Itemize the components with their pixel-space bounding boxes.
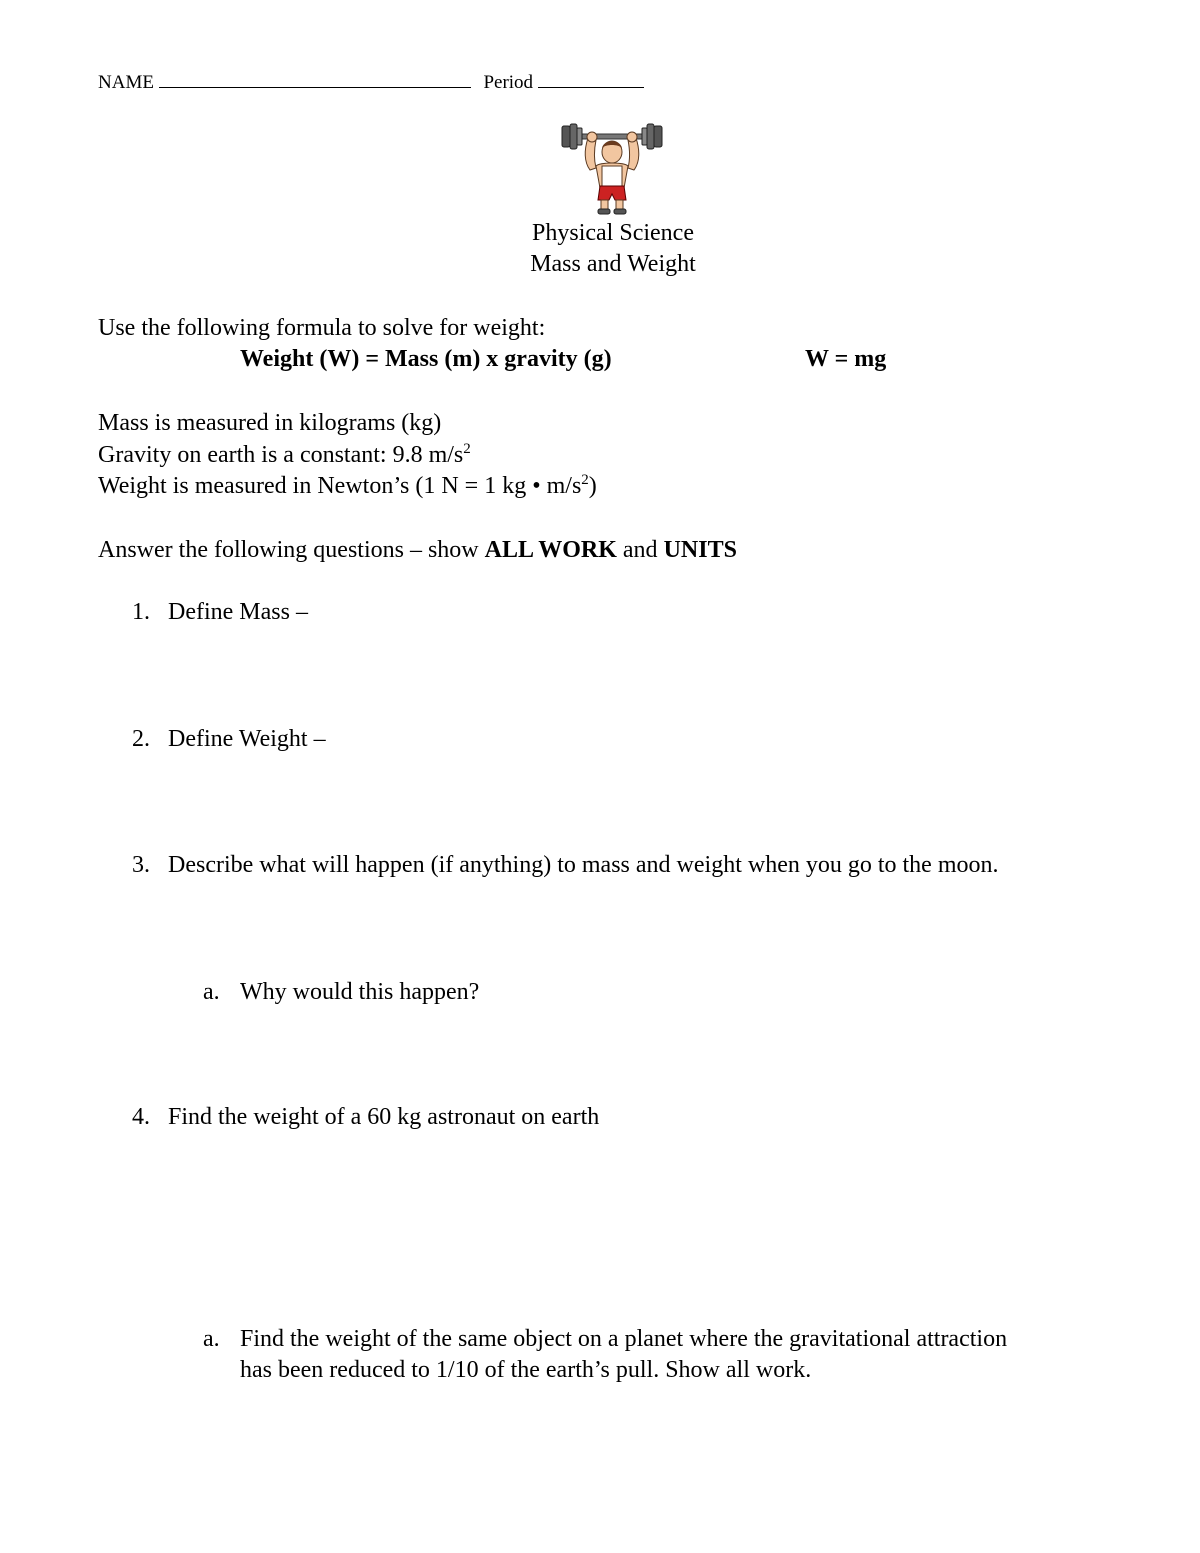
question-number: 4. — [132, 1104, 150, 1130]
instructions-units: UNITS — [663, 537, 737, 563]
question-text: Define Weight – — [168, 726, 326, 752]
fact-weight — [98, 473, 597, 500]
period-blank[interactable] — [538, 86, 644, 88]
question-text: Find the weight of a 60 kg astronaut on earth — [168, 1104, 600, 1130]
weightlifter-icon — [560, 122, 664, 216]
header-line — [98, 72, 644, 94]
question-number: 3. — [132, 852, 150, 878]
instructions-all-work: ALL WORK — [484, 537, 617, 563]
question-text: Find the weight of the same object on a planet where the gravitational attraction — [240, 1326, 1008, 1352]
instructions-middle: and — [616, 537, 664, 563]
name-blank[interactable] — [159, 86, 471, 88]
formula-intro: Use the following formula to solve for weight: — [98, 315, 546, 341]
instructions — [98, 537, 737, 564]
question-number: 1. — [132, 599, 150, 625]
fact-weight-close: ) — [588, 473, 597, 499]
title-subject: Physical Science — [532, 220, 694, 246]
question-number: a. — [203, 1326, 220, 1352]
question-text: Define Mass – — [168, 599, 308, 625]
formula-full: Weight (W) = Mass (m) x gravity (g) — [240, 346, 612, 372]
question-text: Why would this happen? — [240, 979, 480, 1005]
question-number: a. — [203, 979, 220, 1005]
fact-weight-text: Weight is measured in Newton’s (1 N = 1 kg • m/s — [98, 473, 582, 499]
fact-gravity-text: Gravity on earth is a constant: 9.8 m/s — [98, 442, 464, 468]
fact-weight-exponent: 2 — [581, 472, 589, 488]
period-label: Period — [483, 72, 534, 93]
fact-gravity-exponent: 2 — [463, 441, 471, 457]
name-label: NAME — [98, 72, 154, 93]
question-number: 2. — [132, 726, 150, 752]
question-text: Describe what will happen (if anything) to mass and weight when you go to the moon. — [168, 852, 999, 878]
title-topic: Mass and Weight — [530, 251, 696, 277]
fact-mass: Mass is measured in kilograms (kg) — [98, 410, 442, 436]
instructions-prefix: Answer the following questions – show — [98, 537, 485, 563]
formula-short: W = mg — [805, 346, 887, 372]
question-text-continued: has been reduced to 1/10 of the earth’s pull. Show all work. — [240, 1357, 812, 1383]
fact-gravity — [98, 442, 471, 469]
